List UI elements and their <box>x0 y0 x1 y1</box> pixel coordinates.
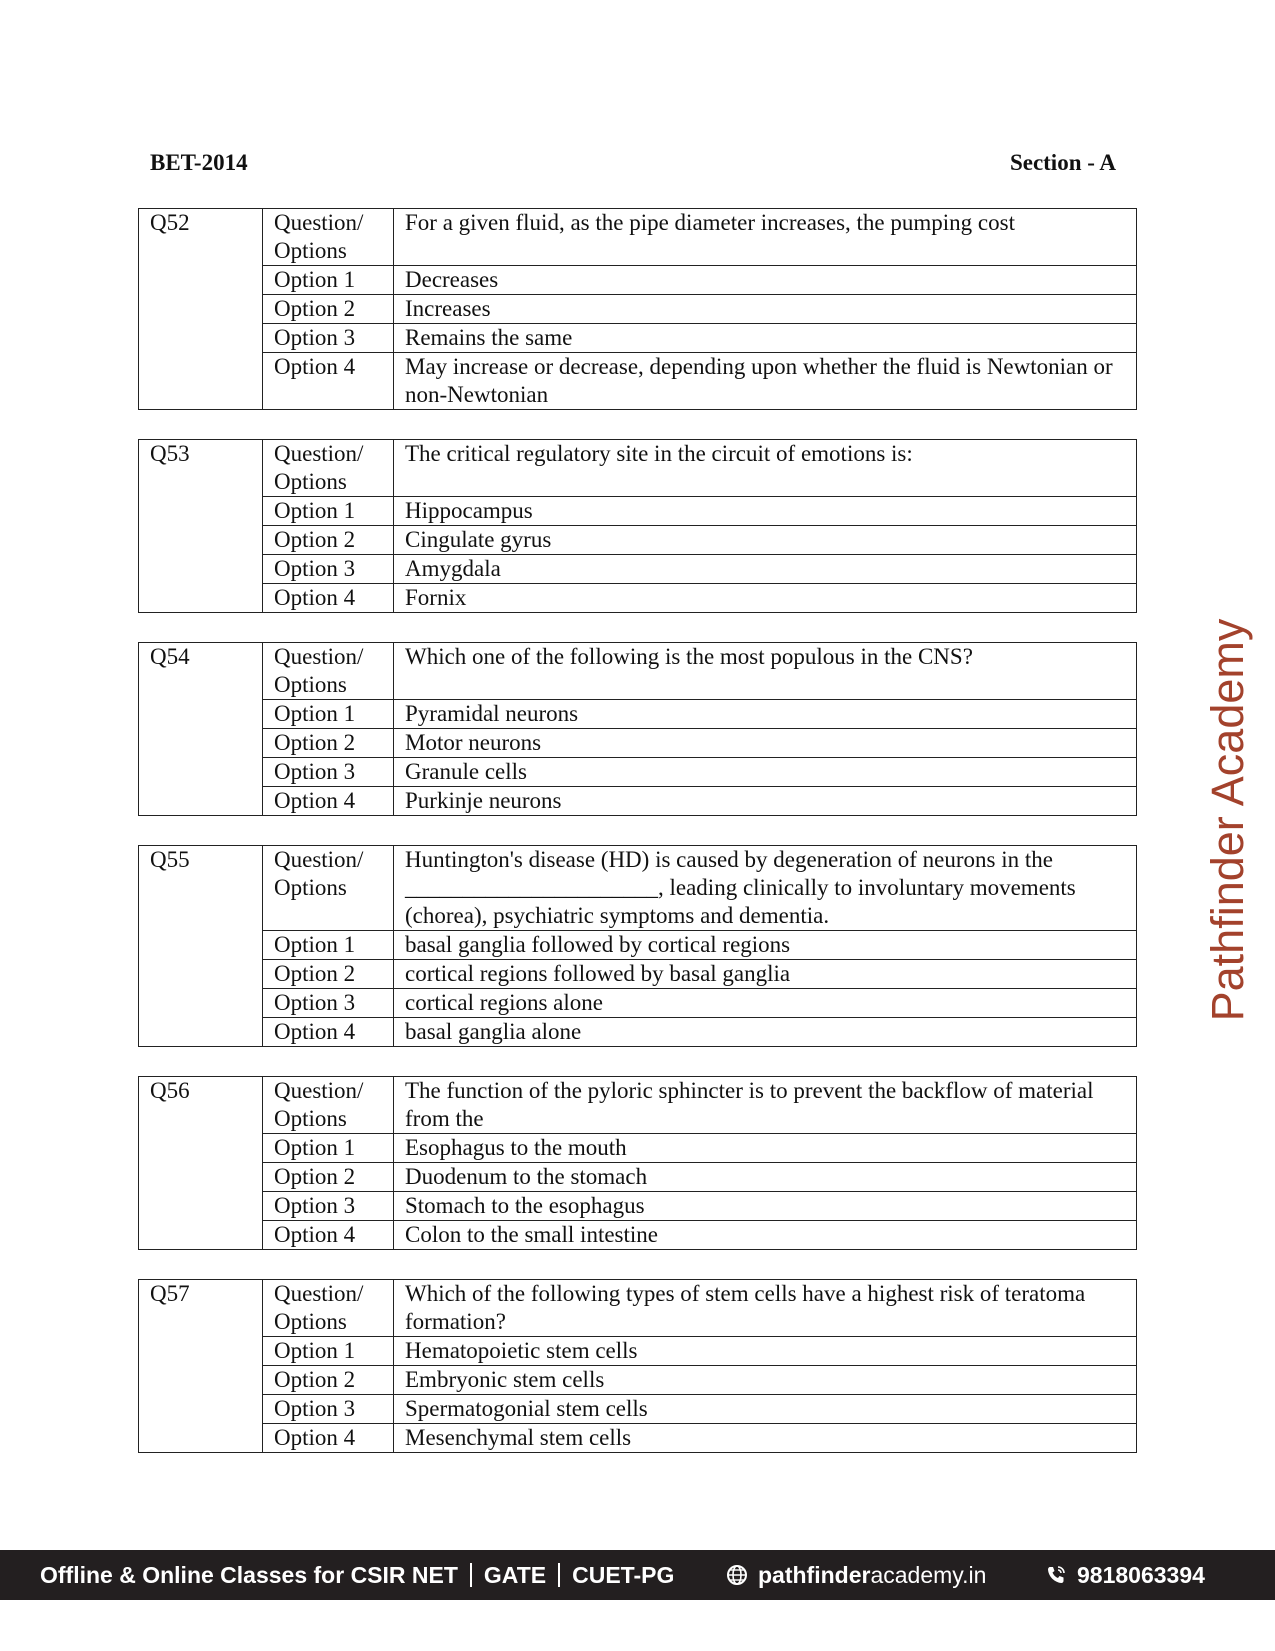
option-text: Remains the same <box>394 324 1137 353</box>
option-label: Option 3 <box>263 555 394 584</box>
option-label: Option 4 <box>263 1424 394 1453</box>
option-label: Option 1 <box>263 497 394 526</box>
site-name-bold: pathfinder <box>758 1561 871 1588</box>
phone-number: 9818063394 <box>1077 1561 1205 1588</box>
footer-website[interactable] <box>726 1562 986 1589</box>
option-label: Option 4 <box>263 353 394 410</box>
table-row <box>139 1395 1137 1424</box>
table-row <box>139 1018 1137 1047</box>
question-text: Which one of the following is the most populous in the CNS? <box>394 643 1137 700</box>
site-name-rest: academy.in <box>870 1561 987 1588</box>
watermark: Pathfinder Academy <box>1202 618 1253 1022</box>
option-text: Hippocampus <box>394 497 1137 526</box>
option-text: Duodenum to the stomach <box>394 1163 1137 1192</box>
question-label: Question/ Options <box>263 1280 394 1337</box>
option-label: Option 3 <box>263 758 394 787</box>
option-text: cortical regions followed by basal ganglia <box>394 960 1137 989</box>
option-text: Hematopoietic stem cells <box>394 1337 1137 1366</box>
table-row <box>139 846 1137 931</box>
question-text: For a given fluid, as the pipe diameter increases, the pumping cost <box>394 209 1137 266</box>
divider <box>558 1563 560 1587</box>
exam-title: BET-2014 <box>150 150 248 175</box>
option-text: Decreases <box>394 266 1137 295</box>
table-row <box>139 1280 1137 1337</box>
footer-tagline <box>40 1562 674 1589</box>
option-text: May increase or decrease, depending upon whether the fluid is Newtonian or non-Newtonian <box>394 353 1137 410</box>
option-text: Fornix <box>394 584 1137 613</box>
table-row <box>139 1366 1137 1395</box>
question-table <box>138 1279 1137 1453</box>
option-label: Option 2 <box>263 1366 394 1395</box>
question-number: Q54 <box>139 643 263 816</box>
option-label: Option 4 <box>263 584 394 613</box>
globe-icon <box>726 1564 748 1586</box>
table-row <box>139 555 1137 584</box>
table-row <box>139 1424 1137 1453</box>
option-label: Option 2 <box>263 1163 394 1192</box>
table-row <box>139 440 1137 497</box>
option-text: Stomach to the esophagus <box>394 1192 1137 1221</box>
question-number: Q52 <box>139 209 263 410</box>
option-label: Option 1 <box>263 931 394 960</box>
table-row <box>139 209 1137 266</box>
option-label: Option 3 <box>263 1395 394 1424</box>
option-text: basal ganglia followed by cortical regions <box>394 931 1137 960</box>
option-label: Option 3 <box>263 1192 394 1221</box>
option-label: Option 2 <box>263 526 394 555</box>
table-row <box>139 324 1137 353</box>
table-row <box>139 295 1137 324</box>
table-row <box>139 787 1137 816</box>
question-number: Q53 <box>139 440 263 613</box>
question-label: Question/ Options <box>263 440 394 497</box>
question-table <box>138 439 1137 613</box>
option-text: Amygdala <box>394 555 1137 584</box>
option-text: Pyramidal neurons <box>394 700 1137 729</box>
question-label: Question/ Options <box>263 846 394 931</box>
option-text: Mesenchymal stem cells <box>394 1424 1137 1453</box>
option-label: Option 1 <box>263 1134 394 1163</box>
question-text: The critical regulatory site in the circuit of emotions is: <box>394 440 1137 497</box>
question-number: Q57 <box>139 1280 263 1453</box>
option-text: cortical regions alone <box>394 989 1137 1018</box>
question-number: Q56 <box>139 1077 263 1250</box>
option-label: Option 4 <box>263 787 394 816</box>
option-text: Purkinje neurons <box>394 787 1137 816</box>
option-label: Option 3 <box>263 989 394 1018</box>
option-text: Colon to the small intestine <box>394 1221 1137 1250</box>
table-row <box>139 931 1137 960</box>
option-text: Granule cells <box>394 758 1137 787</box>
question-list <box>138 208 1137 1482</box>
question-table <box>138 208 1137 410</box>
table-row <box>139 1077 1137 1134</box>
phone-icon <box>1045 1564 1067 1586</box>
question-text: Which of the following types of stem cells have a highest risk of teratoma formation? <box>394 1280 1137 1337</box>
question-table <box>138 642 1137 816</box>
tagline-cuet: CUET-PG <box>572 1561 675 1588</box>
table-row <box>139 700 1137 729</box>
option-text: Motor neurons <box>394 729 1137 758</box>
divider <box>470 1563 472 1587</box>
table-row <box>139 1134 1137 1163</box>
table-row <box>139 353 1137 410</box>
option-label: Option 2 <box>263 295 394 324</box>
tagline-classes: Offline & Online Classes for CSIR NET <box>40 1561 458 1588</box>
question-label: Question/ Options <box>263 209 394 266</box>
option-text: Increases <box>394 295 1137 324</box>
option-label: Option 1 <box>263 266 394 295</box>
table-row <box>139 960 1137 989</box>
footer-banner <box>0 1550 1275 1600</box>
question-label: Question/ Options <box>263 643 394 700</box>
table-row <box>139 497 1137 526</box>
option-label: Option 3 <box>263 324 394 353</box>
table-row <box>139 1163 1137 1192</box>
table-row <box>139 1337 1137 1366</box>
table-row <box>139 643 1137 700</box>
question-number: Q55 <box>139 846 263 1047</box>
option-label: Option 1 <box>263 700 394 729</box>
option-label: Option 2 <box>263 960 394 989</box>
table-row <box>139 989 1137 1018</box>
option-label: Option 1 <box>263 1337 394 1366</box>
option-text: basal ganglia alone <box>394 1018 1137 1047</box>
footer-phone[interactable] <box>1045 1562 1205 1589</box>
option-label: Option 2 <box>263 729 394 758</box>
option-label: Option 4 <box>263 1221 394 1250</box>
table-row <box>139 266 1137 295</box>
table-row <box>139 758 1137 787</box>
question-label: Question/ Options <box>263 1077 394 1134</box>
table-row <box>139 729 1137 758</box>
question-text: The function of the pyloric sphincter is to prevent the backflow of material from the <box>394 1077 1137 1134</box>
table-row <box>139 526 1137 555</box>
table-row <box>139 584 1137 613</box>
page-header <box>150 150 1116 176</box>
option-text: Spermatogonial stem cells <box>394 1395 1137 1424</box>
option-text: Cingulate gyrus <box>394 526 1137 555</box>
question-text: Huntington's disease (HD) is caused by degeneration of neurons in the ______________________, leading clinically to involuntary movements (chorea), psychiatric symptoms and dementia. <box>394 846 1137 931</box>
option-text: Embryonic stem cells <box>394 1366 1137 1395</box>
table-row <box>139 1192 1137 1221</box>
option-label: Option 4 <box>263 1018 394 1047</box>
question-table <box>138 845 1137 1047</box>
option-text: Esophagus to the mouth <box>394 1134 1137 1163</box>
tagline-gate: GATE <box>483 1561 547 1588</box>
section-label: Section - A <box>1009 150 1116 175</box>
question-table <box>138 1076 1137 1250</box>
table-row <box>139 1221 1137 1250</box>
